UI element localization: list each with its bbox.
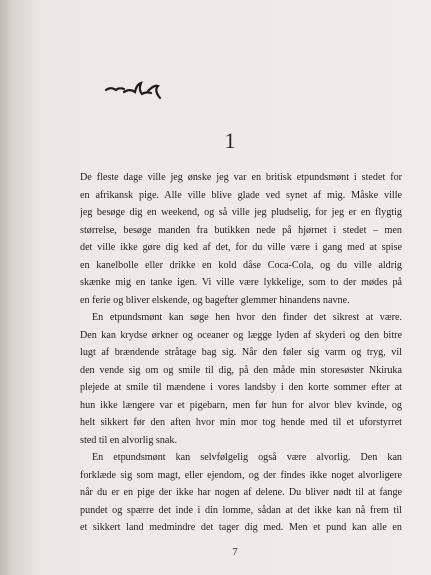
chapter-number: 1 (224, 128, 236, 153)
body-text (80, 169, 402, 537)
text-line: hun ikke længere var et pigebarn, men før hun for alvor blev kvinde, og (80, 399, 402, 411)
page-number: 7 (232, 546, 238, 558)
text-line: skænke mig en tanke igen. Vi ville være lykkelige, som to der mødes på (80, 277, 402, 288)
text-line: en ferie og bliver elskende, og bagefter glemmer hinandens navne. (80, 294, 350, 306)
text-line: helt sikkert før den aften hvor min mor tog hende med til et uforstyrret (80, 417, 402, 428)
text-line: En etpundsmønt kan selvfølgelig også være alvorlig. Den kan (92, 452, 402, 463)
text-line: det ville ikke gøre dig ked af det, for du ville være i gang med at spise (80, 242, 402, 253)
birds-ornament-icon (104, 80, 164, 102)
text-line: Den kan krydse ørkner og oceaner og lægge lyden af skyderi og den bitre (80, 329, 402, 341)
text-line: størrelse, besøge manden fra butikken nede på hjørnet i stedet – men (80, 224, 402, 236)
text-line: en kanelbolle eller drikke en kold dåse Coca-Cola, og du ville aldrig (80, 259, 402, 271)
text-line: jeg besøge dig en weekend, og så ville jeg pludselig, for jeg er en flygtig (80, 207, 402, 218)
text-line: pundet og spærre det inde i din lomme, sådan at det ikke kan nå frem til (80, 504, 402, 516)
text-line: lugt af brændende stråtage bag sig. Når den føler sig varm og tryg, vil (80, 347, 402, 358)
page-gutter-shadow (0, 0, 40, 575)
text-line: en afrikansk pige. Alle ville blive glade ved synet af mig. Måske ville (80, 189, 402, 201)
text-line: den vende sig om og smile til dig, på den måde min storesøster Nkiruka (80, 364, 402, 376)
text-line: De fleste dage ville jeg ønske jeg var en britisk etpundsmønt i stedet for (80, 172, 402, 183)
text-line: forklæde sig som magt, eller ejendom, og der findes ikke noget alvorligere (80, 469, 402, 481)
text-line: når du er en pige der ikke har nogen af delene. Du bliver nødt til at fange (80, 487, 402, 498)
text-line: En etpundsmønt kan søge hen hvor den finder det sikrest at være. (92, 312, 402, 323)
text-line: plejede at smile til mændene i vores landsby i den korte sommer efter at (80, 382, 402, 393)
text-line: sted til en alvorlig snak. (80, 434, 178, 446)
text-line: et sikkert land medmindre det tager dig med. Men et pund kan alle en (80, 522, 402, 533)
